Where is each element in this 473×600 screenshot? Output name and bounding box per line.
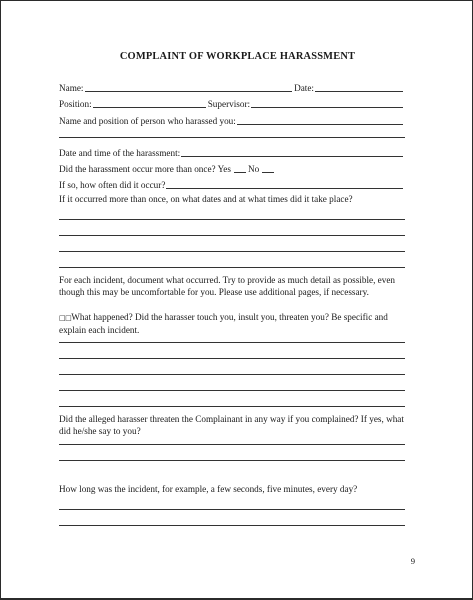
dates-times-label: If it occurred more than once, on what dates and at what times did it take place? (59, 194, 353, 204)
name-date-row (59, 80, 405, 94)
how-often-label: If so, how often did it occur? (59, 180, 166, 190)
no-label: No (247, 164, 260, 174)
what-happened-line-5[interactable] (59, 406, 405, 407)
how-often-row (59, 177, 405, 191)
checkbox-glyph-icon: □□ (59, 314, 72, 322)
form-title: COMPLAINT OF WORKPLACE HARASSMENT (119, 51, 356, 62)
harasser-line-2[interactable] (59, 137, 405, 138)
harasser-row (59, 113, 405, 127)
threaten-line-2[interactable] (59, 460, 405, 461)
position-supervisor-row (59, 96, 405, 110)
harasser-field[interactable] (237, 114, 403, 125)
threaten-question: Did the alleged harasser threaten the Complainant in any way if you complained? If yes, what did he/she say to you? (59, 414, 404, 436)
what-happened-text: What happened? Did the harasser touch you, insult you, threaten you? Be specific and explain each incident. (59, 312, 388, 335)
date-label: Date: (294, 83, 314, 93)
name-field[interactable] (85, 81, 293, 92)
how-long-line-2[interactable] (59, 525, 405, 526)
supervisor-field[interactable] (251, 97, 403, 108)
position-field[interactable] (93, 97, 206, 108)
instructions-paragraph: For each incident, document what occurred. Try to provide as much detail as possible, even though this may be uncomfortable for you. Please use additional pages, if necessary. (59, 275, 396, 297)
what-happened-line-2[interactable] (59, 358, 405, 359)
name-label: Name: (59, 83, 84, 93)
more-than-once-label: Did the harassment occur more than once? Yes (59, 164, 231, 174)
datetime-field[interactable] (181, 146, 403, 157)
harasser-label: Name and position of person who harassed you: (59, 116, 236, 126)
dates-times-line-1[interactable] (59, 219, 405, 220)
datetime-row (59, 145, 405, 159)
how-often-field[interactable] (166, 178, 403, 189)
what-happened-line-3[interactable] (59, 374, 405, 375)
dates-times-line-3[interactable] (59, 251, 405, 252)
how-long-question: How long was the incident, for example, a few seconds, five minutes, every day? (59, 484, 358, 494)
supervisor-label: Supervisor: (207, 99, 251, 109)
threaten-line-1[interactable] (59, 444, 405, 445)
yes-field[interactable] (234, 162, 246, 173)
dates-times-line-4[interactable] (59, 267, 405, 268)
what-happened-question (59, 312, 409, 336)
what-happened-line-4[interactable] (59, 390, 405, 391)
position-label: Position: (59, 99, 92, 109)
page-number: 9 (410, 556, 415, 566)
no-field[interactable] (262, 162, 274, 173)
date-field[interactable] (315, 81, 403, 92)
dates-times-line-2[interactable] (59, 235, 405, 236)
what-happened-line-1[interactable] (59, 342, 405, 343)
more-than-once-row (59, 161, 405, 175)
how-long-line-1[interactable] (59, 509, 405, 510)
datetime-label: Date and time of the harassment: (59, 148, 181, 158)
